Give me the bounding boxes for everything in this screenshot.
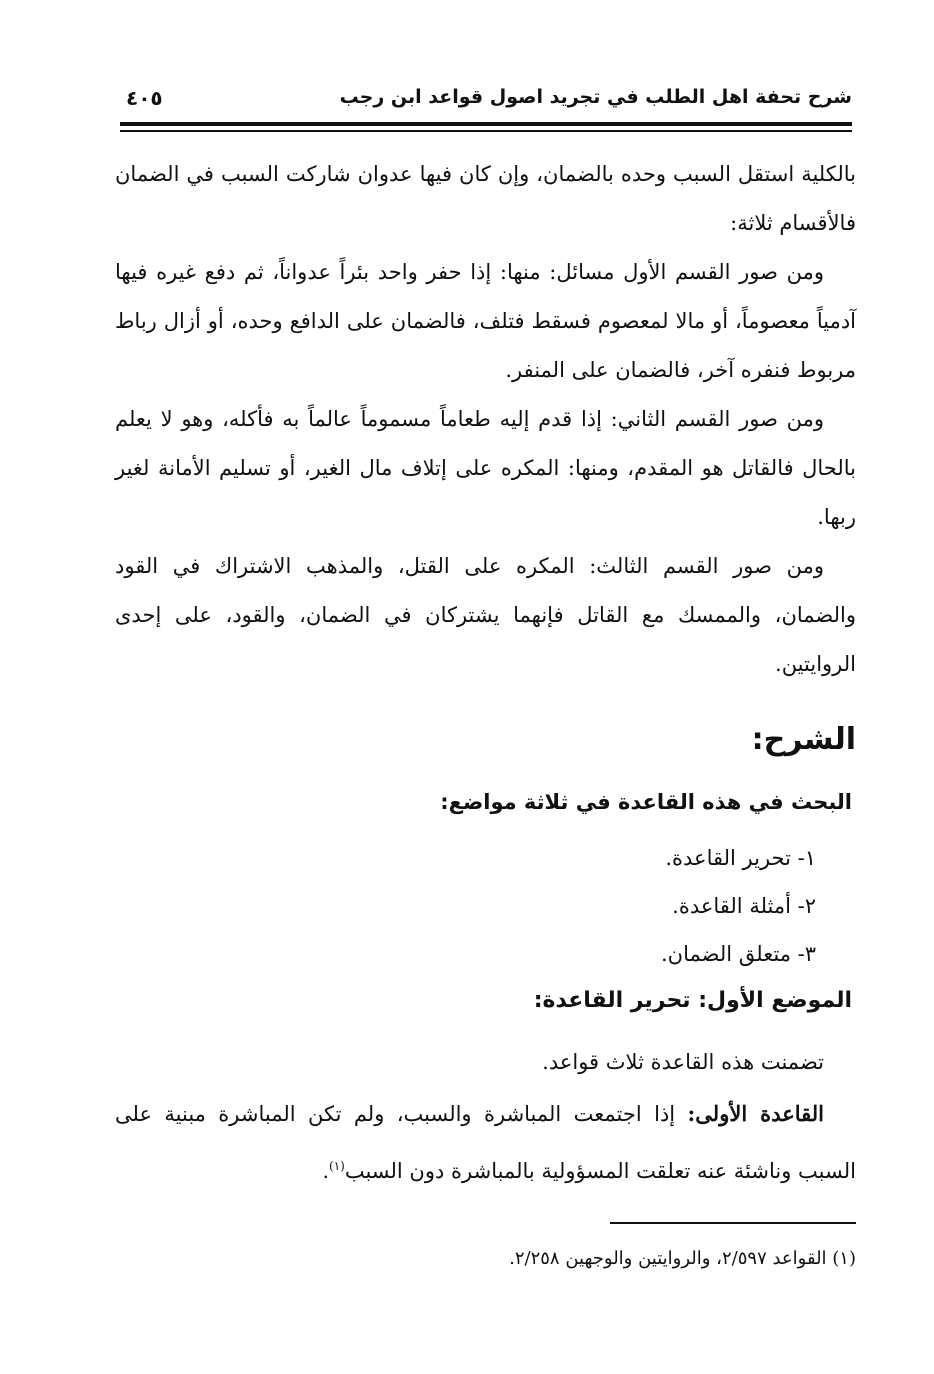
page-number: ٤٠٥	[126, 86, 163, 110]
footnote-marker: (١)	[329, 1159, 345, 1173]
topic-text	[115, 1036, 856, 1197]
rule-text: إذا اجتمعت المباشرة والسبب، ولم تكن المباشرة مبنية على السبب وناشئة عنه تعلقت المسؤولية بالمباشرة دون السبب	[115, 1102, 856, 1183]
sharh-heading: الشرح:	[751, 722, 856, 757]
footnote: (١) القواعد ٢/٥٩٧، والروايتين والوجهين ٢/٢٥٨.	[509, 1248, 856, 1269]
rule-paragraph	[115, 1088, 856, 1197]
paragraph-4: ومن صور القسم الثالث: المكره على القتل، والمذهب الاشتراك في القود والضمان، والممسك مع القاتل فإنهما يشتركان في الضمان، والقود، على إحدى الروايتين.	[115, 554, 856, 676]
header-rule-thin	[120, 130, 852, 132]
sharh-intro: البحث في هذه القاعدة في ثلاثة مواضع:	[440, 790, 852, 814]
topic-heading: الموضع الأول: تحرير القاعدة:	[533, 988, 852, 1013]
running-title: شرح تحفة اهل الطلب في تجريد اصول قواعد ابن رجب	[339, 86, 852, 108]
list-item: ٢- أمثلة القاعدة.	[672, 894, 816, 918]
list-item: ٣- متعلق الضمان.	[661, 942, 816, 966]
running-header	[120, 86, 852, 116]
paragraph-3: ومن صور القسم الثاني: إذا قدم إليه طعاماً مسموماً عالماً به فأكله، وهو لا يعلم بالحال فالقاتل هو المقدم، ومنها: المكره على إتلاف مال الغير، أو تسليم الأمانة لغير ربها.	[115, 407, 856, 529]
rule-end: .	[322, 1159, 329, 1183]
topics-list	[661, 834, 816, 978]
main-text	[115, 150, 856, 689]
list-item: ١- تحرير القاعدة.	[665, 846, 816, 870]
rule-lead: القاعدة الأولى:	[687, 1101, 824, 1126]
header-rule-thick	[120, 122, 852, 126]
topic-intro: تضمنت هذه القاعدة ثلاث قواعد.	[542, 1050, 824, 1074]
paragraph-2: ومن صور القسم الأول مسائل: منها: إذا حفر واحد بئراً عدواناً، ثم دفع غيره فيها آدمياً معصوماً، أو مالا لمعصوم فسقط فتلف، فالضمان على الدافع وحده، أو أزال رباط مربوط فنفره آخر، فالضمان على المنفر.	[115, 260, 856, 382]
paragraph-1: بالكلية استقل السبب وحده بالضمان، وإن كان فيها عدوان شاركت السبب في الضمان فالأقسام ثلاثة:	[115, 162, 856, 235]
footnote-divider	[610, 1222, 856, 1224]
